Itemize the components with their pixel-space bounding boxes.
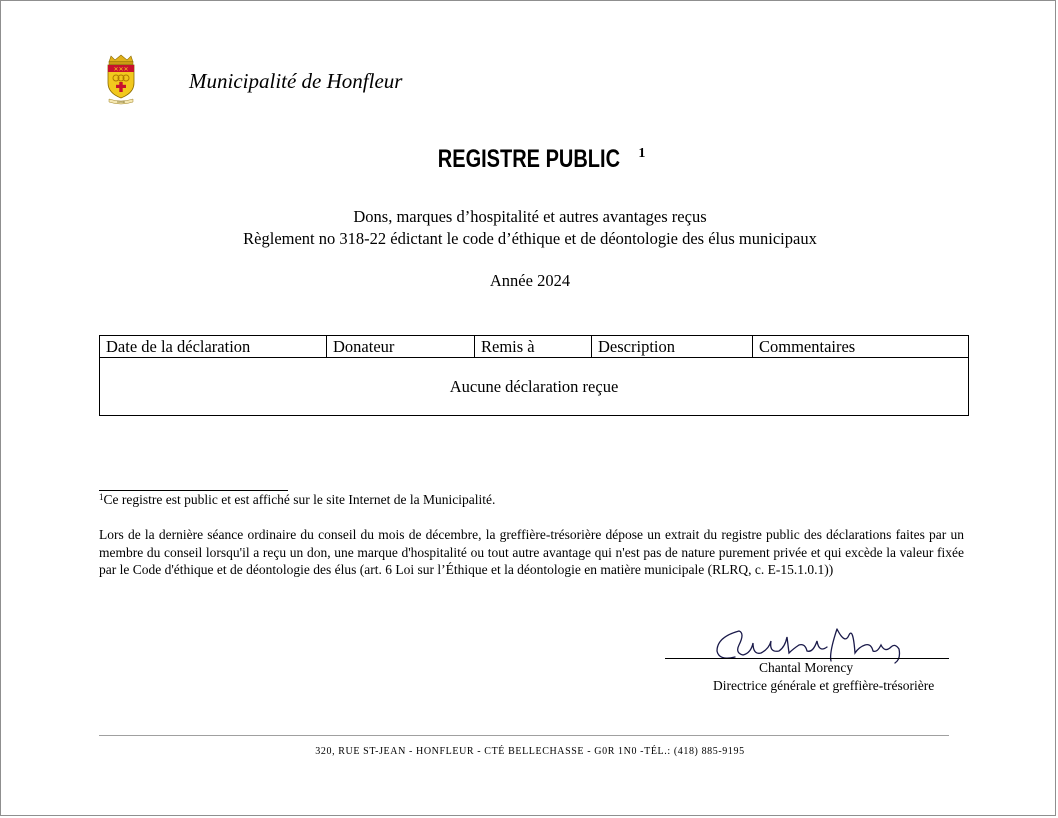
title-footnote-mark: 1: [638, 146, 646, 161]
document-title: [1, 145, 1058, 174]
signer-role: Directrice générale et greffière-trésorière: [713, 678, 935, 693]
subtitle-line-1: Dons, marques d’hospitalité et autres avantages reçus: [353, 207, 707, 226]
declarations-table: [99, 335, 969, 416]
column-header-comments: Commentaires: [753, 336, 969, 358]
year-label: Année 2024: [489, 271, 571, 290]
footnote-divider: [99, 490, 288, 491]
footer-address: 320, RUE ST-JEAN - HONFLEUR - CTÉ BELLECHASSE - G0R 1N0 -TÉL.: (418) 885-9195: [315, 746, 745, 757]
crest-motto: VIVIR: [117, 100, 125, 104]
svg-text:✕✕✕: ✕✕✕: [113, 66, 129, 73]
column-header-recipient: Remis à: [475, 336, 592, 358]
table-header-row: [100, 336, 969, 358]
municipal-crest-icon: [103, 53, 139, 105]
title-text: REGISTRE PUBLIC: [437, 145, 620, 173]
column-header-description: Description: [592, 336, 753, 358]
footnote-text: Ce registre est public et est affiché sur le site Internet de la Municipalité.: [103, 492, 496, 507]
subtitle-line-2: Règlement no 318-22 édictant le code d’éthique et de déontologie des élus municipaux: [243, 229, 817, 248]
signature-line: [665, 658, 949, 659]
empty-table-message: Aucune déclaration reçue: [100, 358, 969, 416]
signer-name: Chantal Morency: [759, 660, 854, 675]
column-header-donor: Donateur: [327, 336, 475, 358]
organization-name: Municipalité de Honfleur: [189, 69, 403, 93]
table-row: [100, 358, 969, 416]
footnote-mark: 1: [99, 492, 104, 502]
legal-paragraph: Lors de la dernière séance ordinaire du conseil du mois de décembre, la greffière-trésorière dépose un extrait du registre public des déclarations faites par un membre du conseil lorsqu'il a reçu un don, une marque d'hospitalité ou tout autre avantage qui n'est pas de nature purement privée et qui excède la valeur fixée par le Code d'éthique et de déontologie des élus (art. 6 Loi sur l’Éthique et la déontologie en matière municipale (RLRQ, c. E-15.1.0.1)): [99, 527, 964, 577]
column-header-date: Date de la déclaration: [100, 336, 327, 358]
footer-divider: [99, 735, 949, 736]
footnote: [99, 492, 495, 508]
